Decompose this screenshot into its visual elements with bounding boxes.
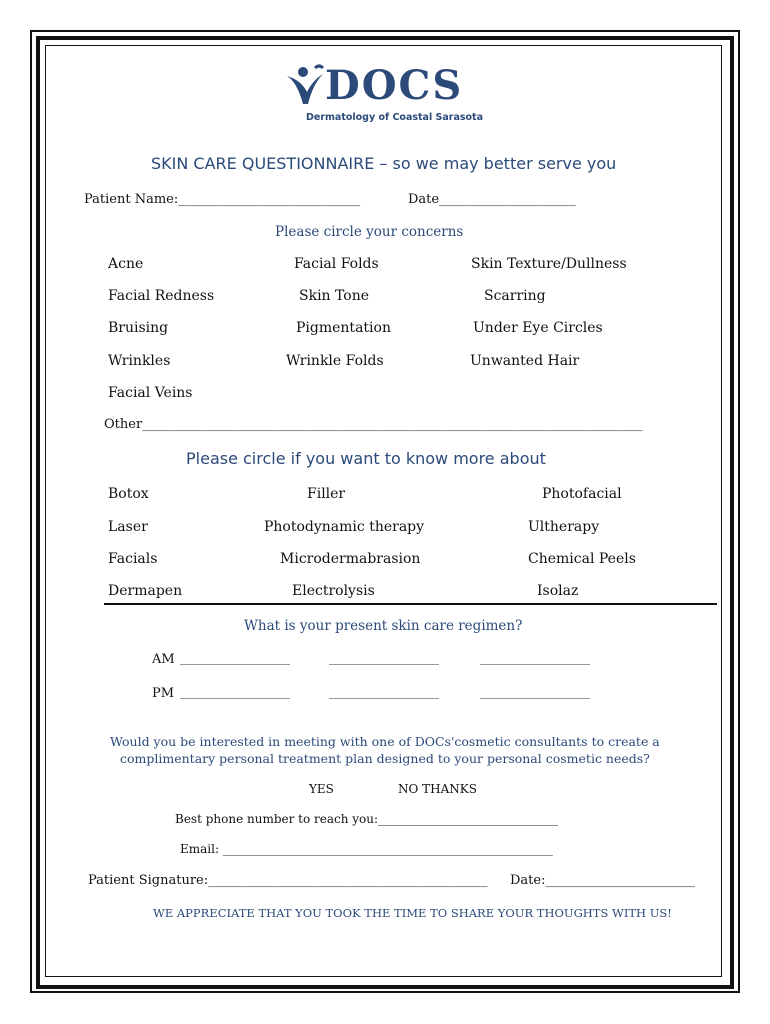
interest-chemical-peels[interactable]: Chemical Peels — [528, 551, 636, 567]
email-field[interactable]: Email: _______________________________________________________ — [180, 842, 553, 856]
interest-microdermabrasion[interactable]: Microdermabrasion — [280, 551, 421, 567]
interest-dermapen[interactable]: Dermapen — [108, 583, 183, 599]
concern-pigmentation[interactable]: Pigmentation — [296, 320, 391, 336]
interest-heading: Please circle if you want to know more about — [186, 449, 546, 468]
pm-blank-2[interactable]: ____________________ — [329, 686, 439, 699]
other-field[interactable]: Other_____________________________________________________________________________ — [104, 417, 643, 432]
date-field[interactable]: Date_____________________ — [408, 192, 576, 207]
concern-bruising[interactable]: Bruising — [108, 320, 169, 336]
concern-scarring[interactable]: Scarring — [484, 288, 546, 304]
pm-blank-1[interactable]: ____________________ — [180, 686, 290, 699]
concern-facial-redness[interactable]: Facial Redness — [108, 288, 215, 304]
signature-date-field[interactable]: Date:_______________________ — [510, 873, 695, 888]
logo-subtitle: Dermatology of Coastal Sarasota — [306, 112, 484, 123]
interest-filler[interactable]: Filler — [307, 486, 346, 502]
pm-label: PM — [152, 686, 175, 701]
patient-name-field[interactable]: Patient Name:____________________________ — [84, 192, 361, 207]
consult-question-line1: Would you be interested in meeting with one of DOCs'cosmetic consultants to create a — [110, 734, 660, 749]
no-thanks-option[interactable]: NO THANKS — [398, 782, 477, 796]
pm-blank-3[interactable]: ____________________ — [480, 686, 590, 699]
concern-acne[interactable]: Acne — [108, 256, 144, 272]
logo-wordmark: DOCS — [325, 62, 464, 109]
concern-under-eye-circles[interactable]: Under Eye Circles — [473, 320, 603, 336]
concern-facial-folds[interactable]: Facial Folds — [294, 256, 379, 272]
signature-field[interactable]: Patient Signature:___________________________________________ — [88, 873, 488, 888]
phone-field[interactable]: Best phone number to reach you:______________________________ — [175, 812, 559, 826]
interest-electrolysis[interactable]: Electrolysis — [292, 583, 375, 599]
interest-isolaz[interactable]: Isolaz — [537, 583, 579, 599]
consult-question-line2: complimentary personal treatment plan designed to your personal cosmetic needs? — [120, 751, 650, 766]
am-blank-3[interactable]: ____________________ — [480, 652, 590, 665]
concern-skin-tone[interactable]: Skin Tone — [299, 288, 369, 304]
docs-logo — [283, 62, 493, 132]
section-divider — [104, 603, 717, 605]
concern-wrinkles[interactable]: Wrinkles — [108, 353, 171, 369]
interest-facials[interactable]: Facials — [108, 551, 158, 567]
interest-ultherapy[interactable]: Ultherapy — [528, 519, 600, 535]
am-blank-1[interactable]: ____________________ — [180, 652, 290, 665]
yes-option[interactable]: YES — [309, 782, 334, 796]
concerns-heading: Please circle your concerns — [275, 224, 464, 240]
regimen-heading: What is your present skin care regimen? — [244, 618, 523, 634]
concern-skin-texture[interactable]: Skin Texture/Dullness — [471, 256, 627, 272]
am-blank-2[interactable]: ____________________ — [329, 652, 439, 665]
concern-wrinkle-folds[interactable]: Wrinkle Folds — [286, 353, 384, 369]
am-label: AM — [152, 652, 175, 667]
form-title: SKIN CARE QUESTIONNAIRE – so we may better serve you — [151, 154, 617, 173]
inner-border — [45, 45, 722, 977]
interest-photofacial[interactable]: Photofacial — [542, 486, 622, 502]
concern-facial-veins[interactable]: Facial Veins — [108, 385, 193, 401]
interest-photodynamic[interactable]: Photodynamic therapy — [264, 519, 425, 535]
interest-laser[interactable]: Laser — [108, 519, 148, 535]
concern-unwanted-hair[interactable]: Unwanted Hair — [470, 353, 580, 369]
footer-thanks: WE APPRECIATE THAT YOU TOOK THE TIME TO SHARE YOUR THOUGHTS WITH US! — [153, 906, 672, 920]
interest-botox[interactable]: Botox — [108, 486, 149, 502]
